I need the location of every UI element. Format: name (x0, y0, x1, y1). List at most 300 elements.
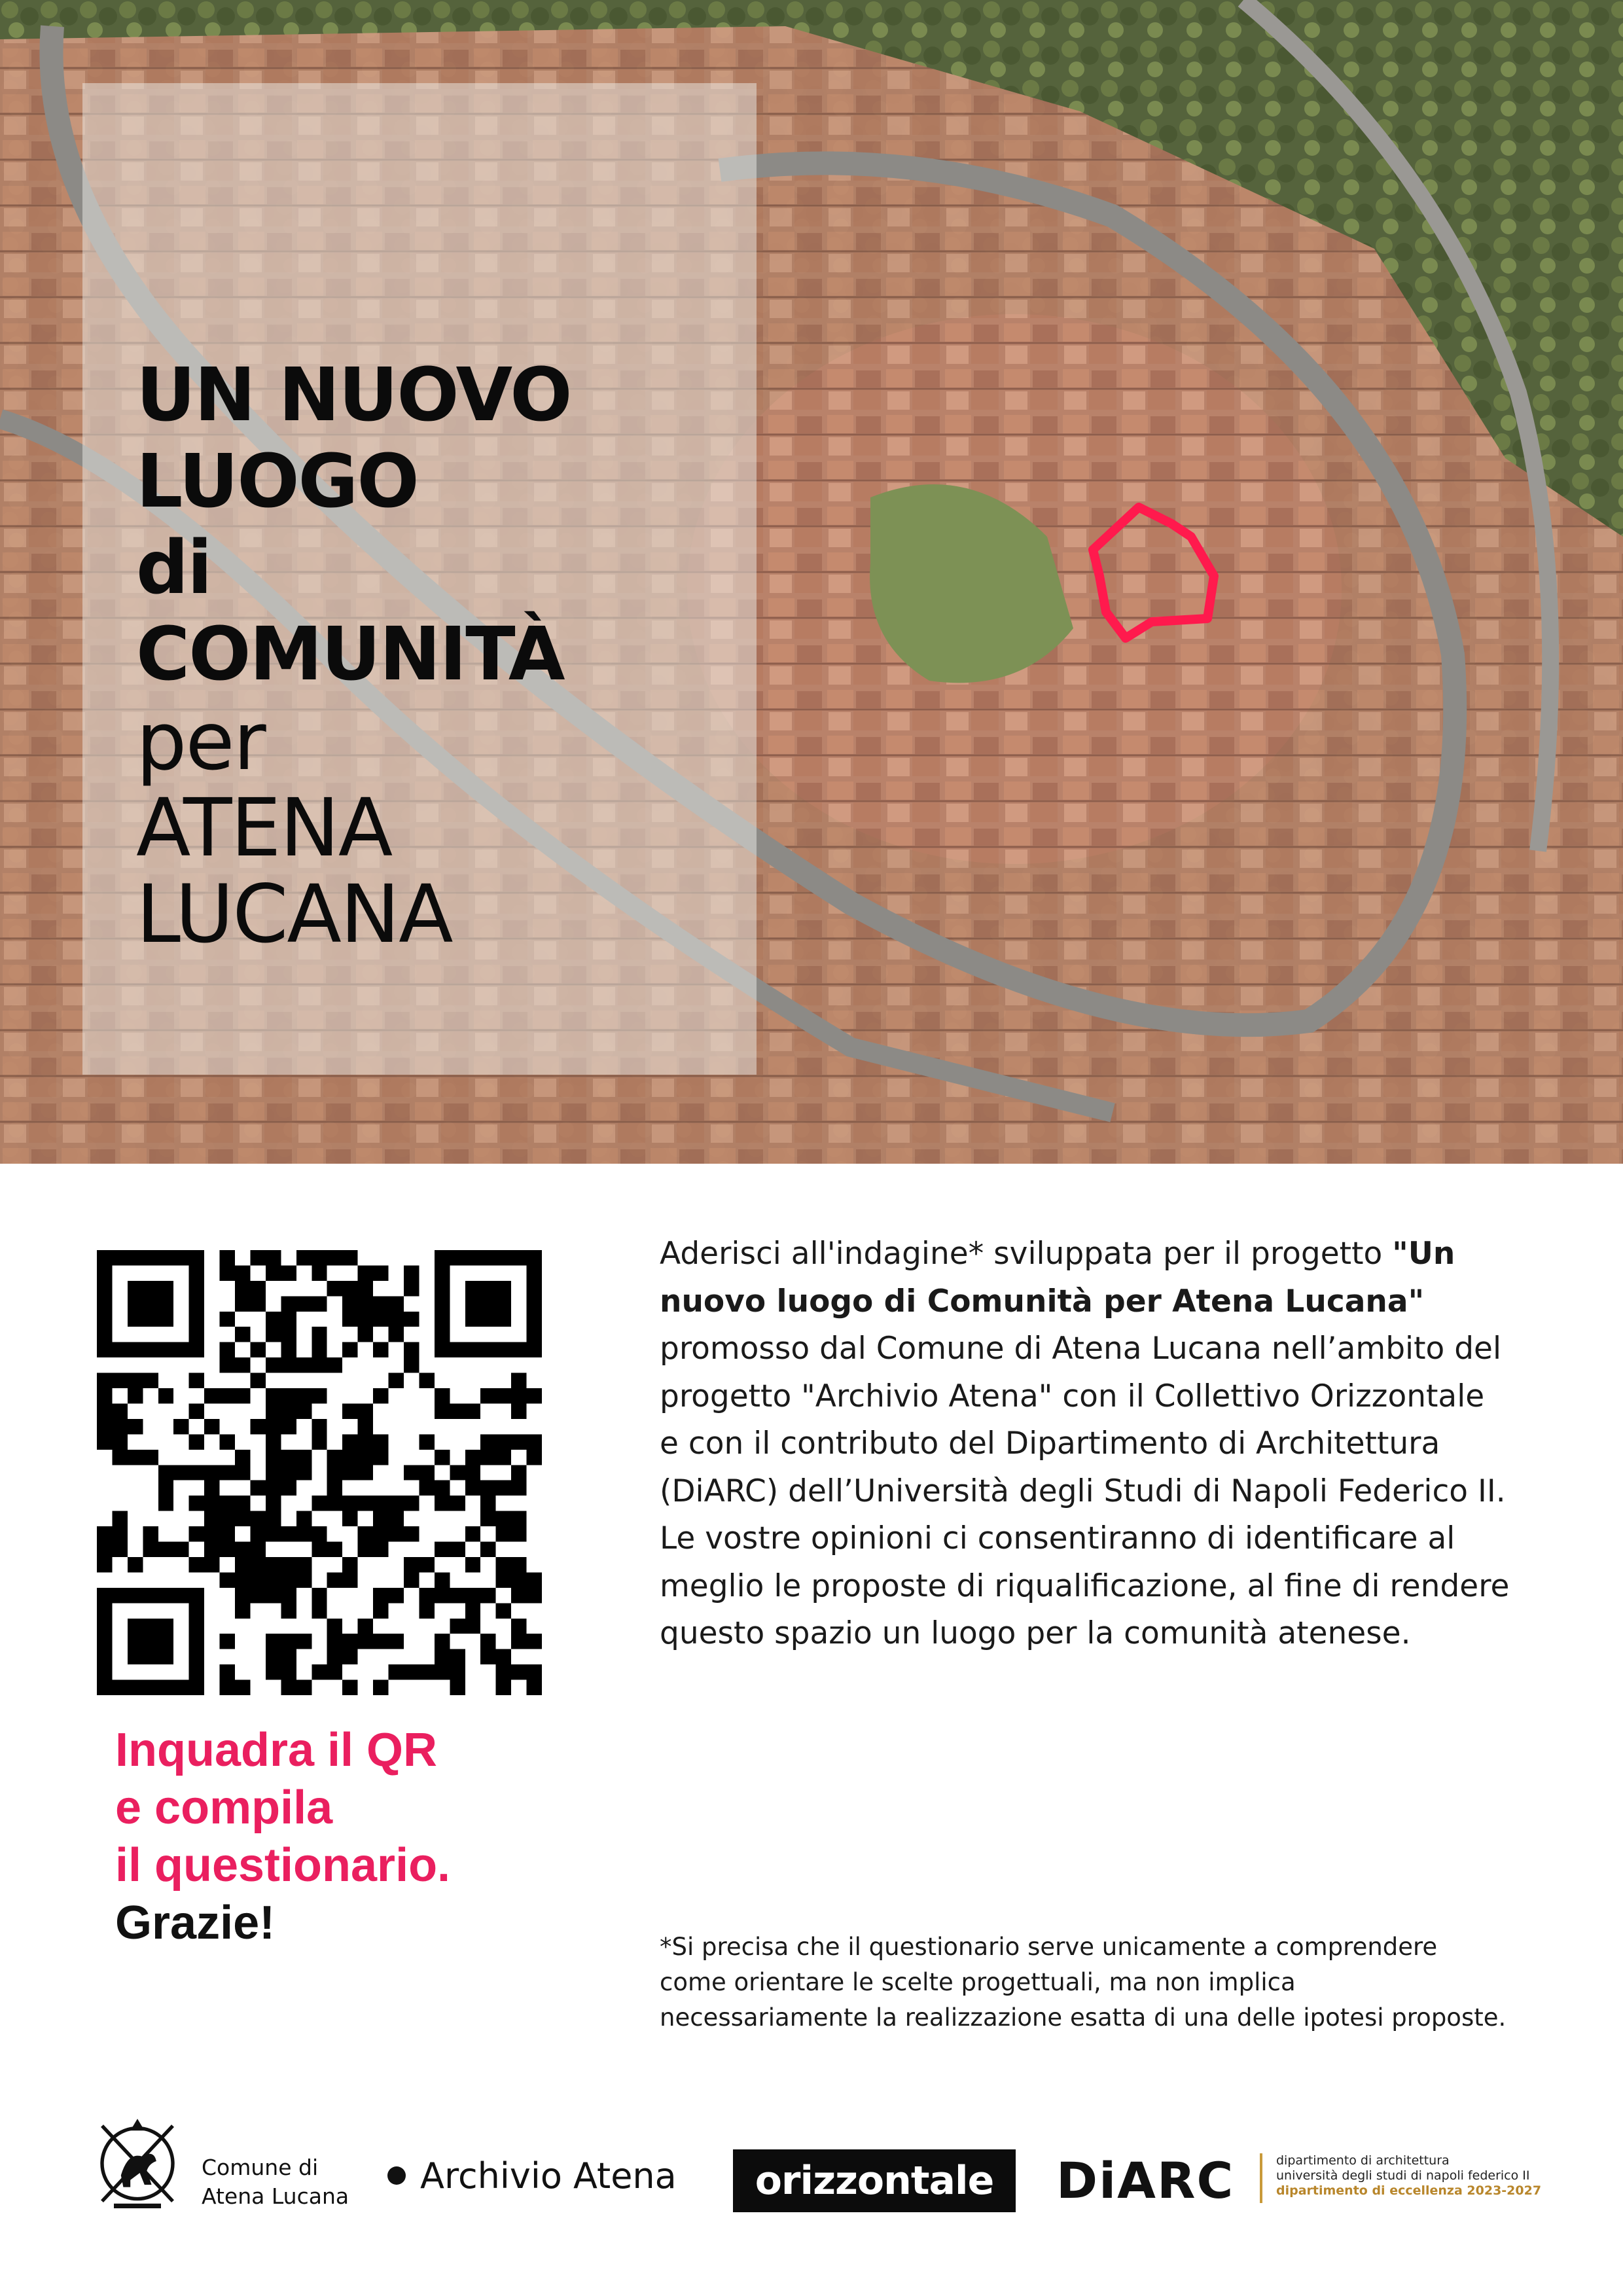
qr-module (496, 1526, 511, 1541)
qr-module (143, 1296, 158, 1311)
qr-module (496, 1480, 511, 1496)
qr-module (327, 1465, 342, 1480)
qr-module (389, 1496, 404, 1511)
qr-module (511, 1388, 526, 1403)
qr-module (312, 1434, 327, 1449)
qr-module (327, 1542, 342, 1557)
qr-module (480, 1388, 495, 1403)
qr-module (281, 1603, 296, 1618)
qr-module (189, 1434, 204, 1449)
qr-module (112, 1588, 127, 1603)
qr-module (511, 1526, 526, 1541)
qr-module (435, 1572, 450, 1587)
qr-module (358, 1465, 373, 1480)
qr-module (112, 1342, 127, 1357)
diarc-caption (1276, 2153, 1541, 2198)
qr-module (235, 1588, 250, 1603)
qr-module (480, 1434, 495, 1449)
hero-title-line-5: per (136, 695, 265, 788)
qr-module (496, 1312, 511, 1327)
qr-module (419, 1480, 434, 1496)
qr-module (511, 1634, 526, 1649)
qr-module (450, 1680, 465, 1695)
qr-module (296, 1450, 312, 1465)
qr-module (496, 1603, 511, 1618)
qr-module (296, 1250, 312, 1265)
qr-module (250, 1588, 265, 1603)
qr-module (128, 1388, 143, 1403)
qr-module (342, 1496, 357, 1511)
qr-module (112, 1419, 127, 1434)
qr-module (419, 1373, 434, 1388)
qr-module (373, 1680, 388, 1695)
qr-module (143, 1342, 158, 1357)
description-paragraph-1 (660, 1230, 1510, 1515)
qr-module (435, 1250, 450, 1265)
qr-module (173, 1588, 188, 1603)
comune-label-line-1: Comune di (202, 2155, 319, 2180)
qr-module (266, 1265, 281, 1280)
qr-module (97, 1634, 112, 1649)
qr-module (511, 1434, 526, 1449)
qr-module (527, 1388, 542, 1403)
qr-module (327, 1480, 342, 1496)
qr-module (435, 1388, 450, 1403)
qr-module (281, 1634, 296, 1649)
qr-module (281, 1327, 296, 1342)
qr-module (158, 1649, 173, 1664)
qr-module (342, 1450, 357, 1465)
qr-module (281, 1403, 296, 1418)
qr-module (480, 1250, 495, 1265)
qr-module (373, 1511, 388, 1526)
qr-module (204, 1496, 219, 1511)
qr-module (97, 1619, 112, 1634)
qr-module (373, 1542, 388, 1557)
qr-module (220, 1664, 235, 1679)
qr-module (128, 1281, 143, 1296)
qr-module (296, 1526, 312, 1541)
qr-module (435, 1342, 450, 1357)
qr-module (373, 1342, 388, 1357)
qr-module (112, 1250, 127, 1265)
qr-module (220, 1250, 235, 1265)
comune-coat-of-arms-icon (79, 2102, 196, 2220)
survey-description (660, 1230, 1510, 1658)
qr-module (327, 1281, 342, 1296)
qr-module (97, 1542, 112, 1557)
hero-title-line-7: LUCANA (136, 868, 452, 961)
qr-module (296, 1572, 312, 1587)
qr-module (342, 1649, 357, 1664)
qr-module (312, 1588, 327, 1603)
qr-module (296, 1557, 312, 1572)
call-to-action (115, 1721, 573, 1952)
qr-module (527, 1588, 542, 1603)
qr-module (527, 1312, 542, 1327)
qr-module (97, 1557, 112, 1572)
qr-module (312, 1296, 327, 1311)
qr-module (204, 1419, 219, 1434)
qr-module (342, 1511, 357, 1526)
qr-module (373, 1434, 388, 1449)
qr-module (266, 1327, 281, 1342)
qr-module (281, 1588, 296, 1603)
qr-module (511, 1480, 526, 1496)
footnote: *Si precisa che il questionario serve unicamente a comprendere come orientare le scelte progettuali, ma non implica necessariamente la realizzazione esatta di una delle ipotesi proposte. (660, 1933, 1507, 2032)
qr-module (158, 1619, 173, 1634)
cta-line-3: il questionario. (115, 1839, 451, 1892)
qr-module (373, 1265, 388, 1280)
qr-module (189, 1373, 204, 1388)
qr-module (143, 1526, 158, 1541)
qr-module (358, 1419, 373, 1434)
qr-module (250, 1281, 265, 1296)
qr-module (97, 1265, 112, 1280)
qr-module (389, 1373, 404, 1388)
qr-module (266, 1511, 281, 1526)
qr-module (389, 1296, 404, 1311)
qr-module (220, 1265, 235, 1280)
qr-module (220, 1465, 235, 1480)
qr-module (128, 1373, 143, 1388)
qr-module (97, 1664, 112, 1679)
dot-icon (387, 2166, 406, 2185)
qr-module (342, 1312, 357, 1327)
qr-module (143, 1250, 158, 1265)
qr-module (97, 1649, 112, 1664)
qr-module (342, 1572, 357, 1587)
qr-module (143, 1281, 158, 1296)
qr-module (480, 1649, 495, 1664)
qr-module (327, 1649, 342, 1664)
qr-module (496, 1434, 511, 1449)
qr-module (266, 1526, 281, 1541)
qr-module (158, 1388, 173, 1403)
qr-module (358, 1403, 373, 1418)
qr-module (281, 1465, 296, 1480)
qr-module (327, 1357, 342, 1372)
diarc-caption-line-3: dipartimento di eccellenza 2023-2027 (1276, 2183, 1542, 2198)
qr-module (373, 1634, 388, 1649)
qr-module (266, 1419, 281, 1434)
qr-module (496, 1281, 511, 1296)
qr-module (342, 1281, 357, 1296)
qr-module (312, 1250, 327, 1265)
qr-module (296, 1357, 312, 1372)
qr-module (480, 1480, 495, 1496)
qr-module (358, 1542, 373, 1557)
comune-label-line-2: Atena Lucana (202, 2183, 349, 2209)
qr-module (342, 1342, 357, 1357)
qr-module (327, 1250, 342, 1265)
qr-module (266, 1664, 281, 1679)
qr-module (204, 1557, 219, 1572)
qr-module (342, 1465, 357, 1480)
qr-module (235, 1296, 250, 1311)
qr-module (189, 1296, 204, 1311)
qr-module (143, 1312, 158, 1327)
qr-module (235, 1357, 250, 1372)
qr-module (266, 1388, 281, 1403)
qr-module (235, 1465, 250, 1480)
qr-module (112, 1434, 127, 1449)
qr-module (281, 1357, 296, 1372)
qr-module (358, 1450, 373, 1465)
description-rest: promosso dal Comune di Atena Lucana nell’ambito del progetto "Archivio Atena" con il Collettivo Orizzontale e con il contributo del Dipartimento di Architettura (DiARC) dell’Università degli Studi di Napoli Federico II. (660, 1331, 1506, 1509)
qr-module (496, 1450, 511, 1465)
qr-module (266, 1434, 281, 1449)
qr-module (173, 1250, 188, 1265)
diarc-logo (1056, 2153, 1246, 2206)
qr-module (189, 1281, 204, 1296)
qr-module (358, 1634, 373, 1649)
qr-module (496, 1250, 511, 1265)
qr-module (450, 1250, 465, 1265)
qr-module (204, 1388, 219, 1403)
qr-module (158, 1281, 173, 1296)
qr-module (389, 1312, 404, 1327)
qr-module (143, 1588, 158, 1603)
qr-module (450, 1588, 465, 1603)
qr-module (143, 1373, 158, 1388)
qr-module (465, 1250, 480, 1265)
qr-module (389, 1634, 404, 1649)
qr-module (281, 1312, 296, 1327)
qr-module (128, 1342, 143, 1357)
qr-module (189, 1619, 204, 1634)
hero-title-line-4: COMUNITÀ (136, 612, 564, 697)
qr-module (496, 1557, 511, 1572)
qr-module (435, 1296, 450, 1311)
qr-module (465, 1450, 480, 1465)
qr-module (450, 1496, 465, 1511)
qr-module (158, 1296, 173, 1311)
qr-module (281, 1296, 296, 1311)
qr-module (235, 1680, 250, 1695)
qr-module (266, 1312, 281, 1327)
qr-module (189, 1496, 204, 1511)
qr-module (128, 1588, 143, 1603)
qr-module (527, 1327, 542, 1342)
qr-module (250, 1250, 265, 1265)
qr-module (358, 1296, 373, 1311)
qr-module (266, 1649, 281, 1664)
qr-module (235, 1281, 250, 1296)
qr-module (511, 1403, 526, 1418)
qr-module (235, 1603, 250, 1618)
qr-module (358, 1434, 373, 1449)
description-intro: Aderisci all'indagine* sviluppata per il progetto (660, 1236, 1393, 1272)
qr-module (527, 1342, 542, 1357)
qr-module (358, 1281, 373, 1296)
qr-module (312, 1542, 327, 1557)
qr-module (465, 1403, 480, 1418)
qr-module (450, 1342, 465, 1357)
qr-module (389, 1664, 404, 1679)
cta-line-2: e compila (115, 1782, 333, 1834)
qr-module (404, 1465, 419, 1480)
qr-module (220, 1634, 235, 1649)
qr-module (250, 1542, 265, 1557)
archivio-atena-label: Archivio Atena (420, 2155, 677, 2197)
qr-module (480, 1634, 495, 1649)
qr-module (527, 1281, 542, 1296)
qr-module (189, 1634, 204, 1649)
qr-module (511, 1373, 526, 1388)
qr-module (327, 1572, 342, 1587)
qr-module (404, 1572, 419, 1587)
qr-module (296, 1403, 312, 1418)
qr-module (419, 1588, 434, 1603)
qr-module (220, 1511, 235, 1526)
qr-module (220, 1388, 235, 1403)
qr-module (312, 1664, 327, 1679)
qr-module (358, 1526, 373, 1541)
qr-module (266, 1634, 281, 1649)
qr-module (235, 1542, 250, 1557)
qr-module (173, 1680, 188, 1695)
qr-code-icon[interactable] (97, 1250, 542, 1695)
qr-module (204, 1542, 219, 1557)
qr-module (235, 1511, 250, 1526)
qr-module (281, 1649, 296, 1664)
qr-module (189, 1526, 204, 1541)
archivio-atena-logo (387, 2156, 677, 2195)
qr-module (281, 1480, 296, 1496)
qr-module (450, 1619, 465, 1634)
qr-module (158, 1342, 173, 1357)
qr-module (204, 1480, 219, 1496)
qr-module (389, 1526, 404, 1541)
qr-module (189, 1342, 204, 1357)
qr-module (296, 1296, 312, 1311)
qr-module (404, 1664, 419, 1679)
qr-module (527, 1434, 542, 1449)
qr-module (480, 1296, 495, 1311)
qr-module (97, 1588, 112, 1603)
qr-module (128, 1557, 143, 1572)
qr-module (527, 1572, 542, 1587)
qr-module (235, 1265, 250, 1280)
qr-module (465, 1619, 480, 1634)
qr-module (128, 1649, 143, 1664)
qr-module (419, 1603, 434, 1618)
qr-module (158, 1680, 173, 1695)
qr-module (496, 1296, 511, 1311)
qr-module (143, 1450, 158, 1465)
qr-module (373, 1296, 388, 1311)
qr-module (465, 1557, 480, 1572)
qr-module (143, 1619, 158, 1634)
qr-module (511, 1572, 526, 1587)
qr-module (435, 1664, 450, 1679)
qr-module (511, 1664, 526, 1679)
qr-module (480, 1511, 495, 1526)
qr-module (511, 1511, 526, 1526)
qr-module (112, 1450, 127, 1465)
qr-module (342, 1403, 357, 1418)
qr-module (220, 1357, 235, 1372)
qr-module (173, 1419, 188, 1434)
qr-module (496, 1649, 511, 1664)
qr-module (450, 1403, 465, 1418)
qr-module (220, 1526, 235, 1541)
qr-module (189, 1465, 204, 1480)
qr-module (419, 1434, 434, 1449)
qr-module (281, 1342, 296, 1357)
qr-module (358, 1619, 373, 1634)
qr-module (404, 1342, 419, 1357)
qr-module (358, 1327, 373, 1342)
qr-module (158, 1480, 173, 1496)
qr-module (128, 1680, 143, 1695)
qr-module (435, 1281, 450, 1296)
qr-module (128, 1634, 143, 1649)
qr-module (189, 1557, 204, 1572)
qr-module (496, 1511, 511, 1526)
diarc-divider (1260, 2153, 1262, 2203)
qr-module (450, 1664, 465, 1679)
qr-module (296, 1634, 312, 1649)
qr-module (220, 1572, 235, 1587)
qr-module (404, 1312, 419, 1327)
hero-title-line-6: ATENA (136, 781, 392, 874)
qr-module (527, 1250, 542, 1265)
qr-module (435, 1403, 450, 1418)
qr-module (465, 1526, 480, 1541)
qr-module (97, 1250, 112, 1265)
qr-module (250, 1572, 265, 1587)
hero-title-line-2: LUOGO (136, 439, 418, 524)
qr-module (327, 1496, 342, 1511)
qr-module (419, 1465, 434, 1480)
qr-module (480, 1281, 495, 1296)
qr-module (373, 1450, 388, 1465)
qr-module (97, 1419, 112, 1434)
qr-module (97, 1526, 112, 1541)
qr-module (235, 1572, 250, 1587)
qr-module (373, 1312, 388, 1327)
qr-module (480, 1450, 495, 1465)
qr-module (358, 1312, 373, 1327)
qr-module (281, 1265, 296, 1280)
qr-module (281, 1664, 296, 1679)
qr-module (450, 1465, 465, 1480)
qr-module (404, 1281, 419, 1296)
qr-module (312, 1342, 327, 1357)
qr-module (373, 1496, 388, 1511)
qr-module (327, 1664, 342, 1679)
qr-module (419, 1664, 434, 1679)
qr-module (266, 1572, 281, 1587)
qr-module (128, 1619, 143, 1634)
qr-module (220, 1680, 235, 1695)
qr-module (189, 1680, 204, 1695)
orizzontale-logo (733, 2149, 1016, 2212)
qr-module (312, 1419, 327, 1434)
qr-module (480, 1542, 495, 1557)
qr-module (389, 1588, 404, 1603)
qr-module (389, 1327, 404, 1342)
qr-module (189, 1327, 204, 1342)
qr-module (465, 1312, 480, 1327)
qr-module (404, 1496, 419, 1511)
qr-module (435, 1450, 450, 1465)
qr-module (250, 1480, 265, 1496)
qr-module (312, 1496, 327, 1511)
qr-module (220, 1342, 235, 1357)
